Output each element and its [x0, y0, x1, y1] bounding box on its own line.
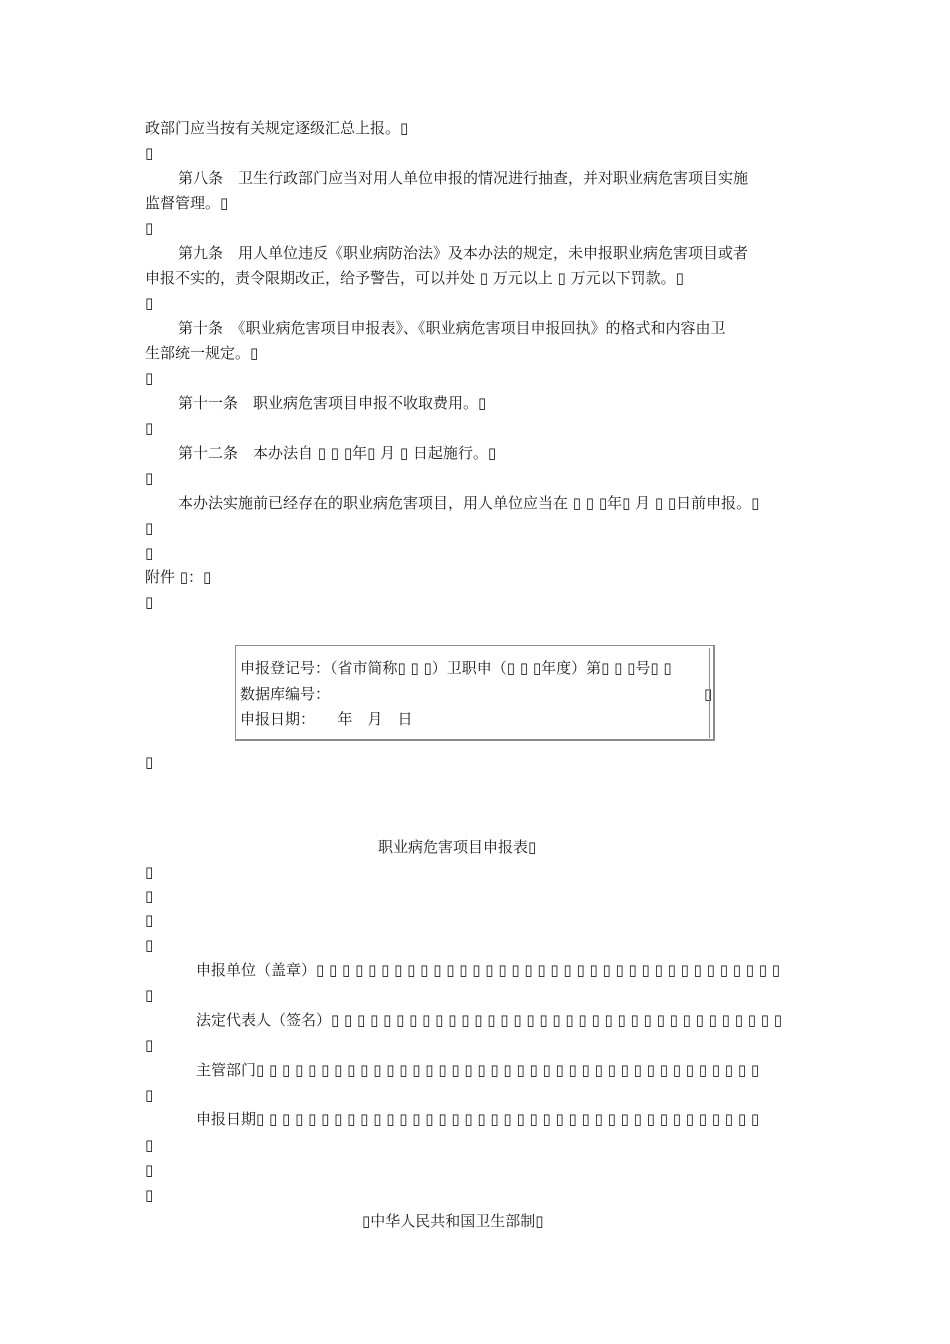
empty-line: ▯	[145, 1036, 154, 1054]
article-8-line-2: 监督管理。▯	[145, 194, 229, 212]
form-dept-field: 主管部门▯ ▯ ▯ ▯ ▯ ▯ ▯ ▯ ▯ ▯ ▯ ▯ ▯ ▯ ▯ ▯ ▯ ▯ ▯ ▯ ▯ ▯ ▯ ▯ ▯ ▯ ▯ ▯ ▯ ▯ ▯ ▯ ▯ ▯ ▯ ▯ ▯ ▯ ▯	[196, 1061, 760, 1079]
article-9-line-1: 第九条 用人单位违反《职业病防治法》及本办法的规定，未申报职业病危害项目或者	[178, 244, 749, 262]
attachment-label: 附件 ▯：▯	[145, 568, 212, 586]
article-11: 第十一条 职业病危害项目申报不收取费用。▯	[178, 394, 487, 412]
database-number: 数据库编号：	[240, 685, 331, 703]
registration-box	[235, 645, 715, 741]
empty-line: ▯	[145, 1161, 154, 1179]
database-mark: ▯	[704, 685, 713, 703]
empty-line: ▯	[145, 887, 154, 905]
empty-line: ▯	[145, 1086, 154, 1104]
form-footer: ▯中华人民共和国卫生部制▯	[362, 1212, 544, 1230]
empty-line: ▯	[145, 1186, 154, 1204]
empty-line: ▯	[145, 544, 154, 562]
article-8-line-1: 第八条 卫生行政部门应当对用人单位申报的情况进行抽查，并对职业病危害项目实施	[178, 169, 749, 187]
empty-line: ▯	[145, 469, 154, 487]
form-unit-field: 申报单位（盖章）▯ ▯ ▯ ▯ ▯ ▯ ▯ ▯ ▯ ▯ ▯ ▯ ▯ ▯ ▯ ▯ ▯ ▯ ▯ ▯ ▯ ▯ ▯ ▯ ▯ ▯ ▯ ▯ ▯ ▯ ▯ ▯ ▯ ▯ ▯ ▯	[196, 961, 781, 979]
final-provision: 本办法实施前已经存在的职业病危害项目，用人单位应当在 ▯ ▯ ▯年▯ 月 ▯ ▯日前申报。▯	[178, 494, 760, 512]
article-12: 第十二条 本办法自 ▯ ▯ ▯年▯ 月 ▯ 日起施行。▯	[178, 444, 497, 462]
article-10-line-1: 第十条 《职业病危害项目申报表》、《职业病危害项目申报回执》的格式和内容由卫	[178, 319, 726, 337]
empty-line: ▯	[145, 144, 154, 162]
empty-line: ▯	[145, 593, 154, 611]
registration-number: 申报登记号：（省市简称▯ ▯ ▯）卫职申（▯ ▯ ▯年度）第▯ ▯ ▯号▯ ▯	[240, 659, 672, 677]
empty-line: ▯	[145, 936, 154, 954]
empty-line: ▯	[145, 294, 154, 312]
article-9-line-2: 申报不实的，责令限期改正，给予警告，可以并处 ▯ 万元以上 ▯ 万元以下罚款。▯	[145, 269, 684, 287]
form-title: 职业病危害项目申报表▯	[378, 838, 537, 856]
form-date-field: 申报日期▯ ▯ ▯ ▯ ▯ ▯ ▯ ▯ ▯ ▯ ▯ ▯ ▯ ▯ ▯ ▯ ▯ ▯ ▯ ▯ ▯ ▯ ▯ ▯ ▯ ▯ ▯ ▯ ▯ ▯ ▯ ▯ ▯ ▯ ▯ ▯ ▯ ▯ ▯	[196, 1110, 760, 1128]
empty-line: ▯	[145, 519, 154, 537]
empty-line: ▯	[145, 753, 154, 771]
form-legal-rep-field: 法定代表人（签名）▯ ▯ ▯ ▯ ▯ ▯ ▯ ▯ ▯ ▯ ▯ ▯ ▯ ▯ ▯ ▯ ▯ ▯ ▯ ▯ ▯ ▯ ▯ ▯ ▯ ▯ ▯ ▯ ▯ ▯ ▯ ▯ ▯ ▯ ▯	[196, 1011, 783, 1029]
empty-line: ▯	[145, 1136, 154, 1154]
paragraph-continuation: 政部门应当按有关规定逐级汇总上报。▯	[145, 119, 409, 137]
empty-line: ▯	[145, 419, 154, 437]
registration-date: 申报日期： 年 月 日	[240, 710, 413, 728]
empty-line: ▯	[145, 219, 154, 237]
empty-line: ▯	[145, 986, 154, 1004]
empty-line: ▯	[145, 369, 154, 387]
empty-line: ▯	[145, 863, 154, 881]
article-10-line-2: 生部统一规定。▯	[145, 344, 259, 362]
empty-line: ▯	[145, 911, 154, 929]
